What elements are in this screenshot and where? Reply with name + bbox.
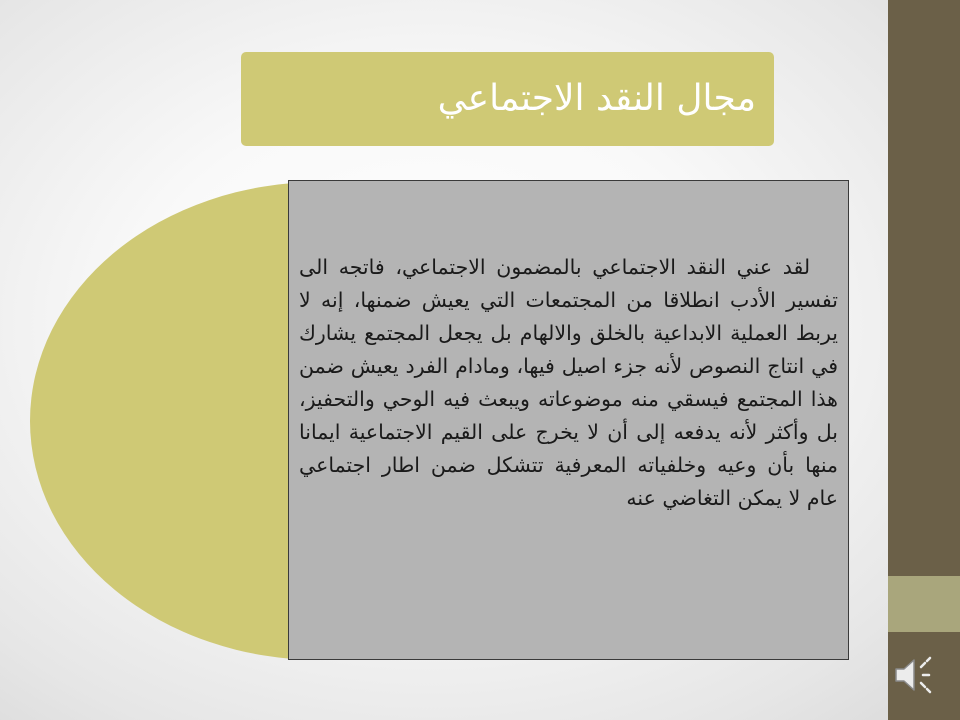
content-box	[288, 180, 849, 660]
content-text: لقد عني النقد الاجتماعي بالمضمون الاجتماعي، فاتجه الى تفسير الأدب انطلاقا من المجتمعات التي يعيش ضمنها، إنه لا يربط العملية الابداعية بالخلق والالهام بل يجعل المجتمع يشارك في انتاج النصوص لأنه جزء اصيل فيها، ومادام الفرد يعيش ضمن هذا المجتمع فيسقي منه موضوعاته ويبعث فيه الوحي والتحفيز، بل وأكثر لأنه يدفعه إلى أن لا يخرج على القيم الاجتماعية ايمانا منها بأن وعيه وخلفياته المعرفية تتشكل ضمن اطار اجتماعي عام لا يمكن التغاضي عنه	[299, 255, 838, 510]
speaker-icon[interactable]	[893, 655, 939, 695]
title-box	[241, 52, 774, 146]
slide-title: مجال النقد الاجتماعي	[437, 78, 756, 119]
sidebar-light-band	[888, 576, 960, 632]
sidebar-dark-band	[888, 0, 960, 576]
